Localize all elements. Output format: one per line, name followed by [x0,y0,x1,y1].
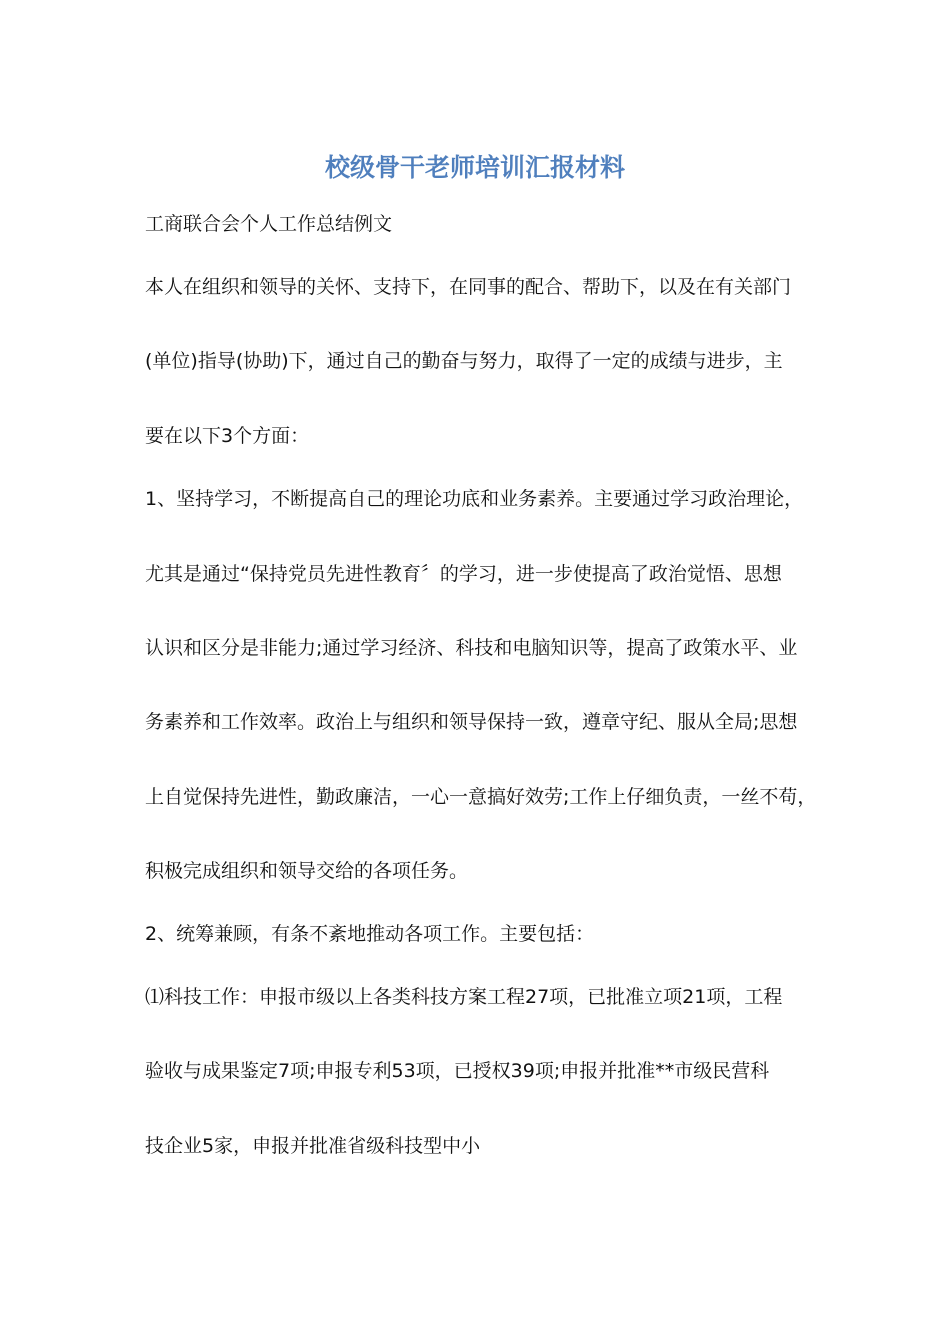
paragraph-line: 1、坚持学习，不断提高自己的理论功底和业务素养。主要通过学习政治理论， [145,488,804,510]
paragraph-line: 要在以下3个方面： [145,425,310,447]
paragraph-line: 积极完成组织和领导交给的各项任务。 [145,860,469,882]
paragraph-line: 尤其是通过“保持党员先进性教育〞的学习，进一步使提高了政治觉悟、思想 [145,563,782,585]
paragraph-line: 认识和区分是非能力;通过学习经济、科技和电脑知识等，提高了政策水平、业 [145,637,798,659]
paragraph-line: 技企业5家，申报并批准省级科技型中小 [145,1135,481,1157]
paragraph-line: 本人在组织和领导的关怀、支持下，在同事的配合、帮助下，以及在有关部门 [145,276,792,298]
paragraph-line: (单位)指导(协助)下，通过自己的勤奋与努力，取得了一定的成绩与进步，主 [145,350,783,372]
subtitle-line: 工商联合会个人工作总结例文 [145,213,393,235]
paragraph-line: 上自觉保持先进性，勤政廉洁，一心一意搞好效劳;工作上仔细负责，一丝不苟， [145,786,817,808]
paragraph-line: 务素养和工作效率。政治上与组织和领导保持一致，遵章守纪、服从全局;思想 [145,711,798,733]
paragraph-line: 2、统筹兼顾，有条不紊地推动各项工作。主要包括： [145,923,595,945]
document-title: 校级骨干老师培训汇报材料 [324,153,625,182]
paragraph-line: 验收与成果鉴定7项;申报专利53项，已授权39项;申报并批准**市级民营科 [145,1060,770,1082]
paragraph-line: ⑴科技工作：申报市级以上各类科技方案工程27项，已批准立项21项，工程 [145,986,783,1008]
